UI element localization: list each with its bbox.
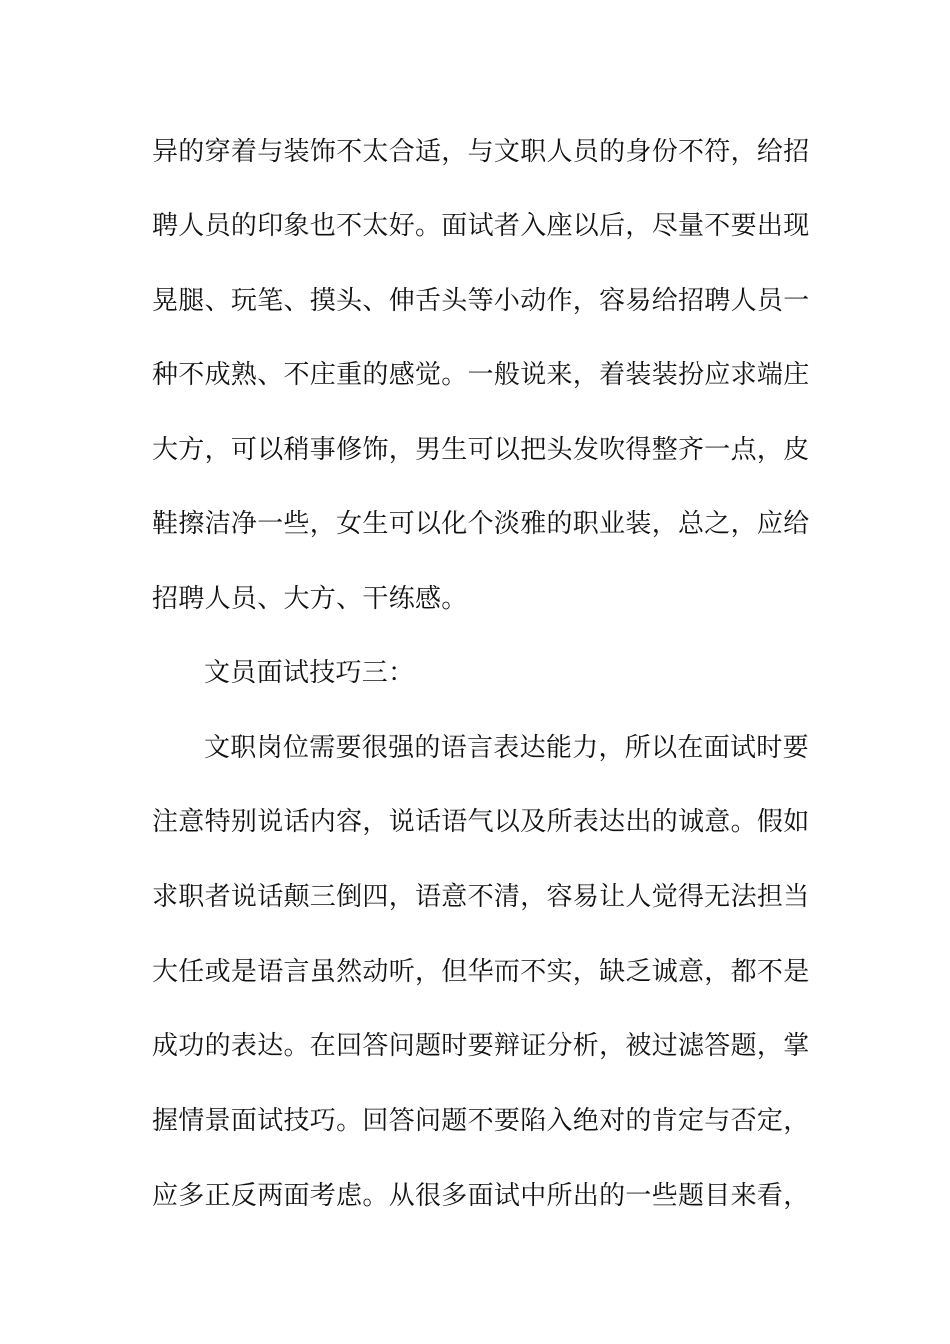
paragraph-line: 握情景面试技巧。回答问题不要陷入绝对的肯定与否定， — [152, 1106, 810, 1136]
paragraph-line: 鞋擦洁净一些，女生可以化个淡雅的职业装，总之，应给 — [152, 509, 810, 539]
paragraph-line: 异的穿着与装饰不太合适，与文职人员的身份不符，给招 — [152, 137, 810, 167]
paragraph-line: 应多正反两面考虑。从很多面试中所出的一些题目来看， — [152, 1181, 810, 1211]
paragraph-line: 种不成熟、不庄重的感觉。一般说来，着装装扮应求端庄 — [152, 360, 810, 390]
paragraph-line: 大方，可以稍事修饰，男生可以把头发吹得整齐一点，皮 — [152, 435, 810, 465]
paragraph-line: 成功的表达。在回答问题时要辩证分析，被过滤答题，掌 — [152, 1031, 810, 1061]
paragraph-line: 注意特别说话内容，说话语气以及所表达出的诚意。假如 — [152, 807, 810, 837]
paragraph-line: 招聘人员、大方、干练感。 — [152, 584, 468, 614]
paragraph-line: 求职者说话颠三倒四，语意不清，容易让人觉得无法担当 — [152, 882, 810, 912]
paragraph-line: 聘人员的印象也不太好。面试者入座以后，尽量不要出现 — [152, 211, 810, 241]
section-heading: 文员面试技巧三： — [204, 658, 415, 688]
paragraph-line: 大任或是语言虽然动听，但华而不实，缺乏诚意，都不是 — [152, 957, 810, 987]
paragraph-line: 晃腿、玩笔、摸头、伸舌头等小动作，容易给招聘人员一 — [152, 286, 810, 316]
paragraph-line: 文职岗位需要很强的语言表达能力，所以在面试时要 — [204, 733, 809, 763]
